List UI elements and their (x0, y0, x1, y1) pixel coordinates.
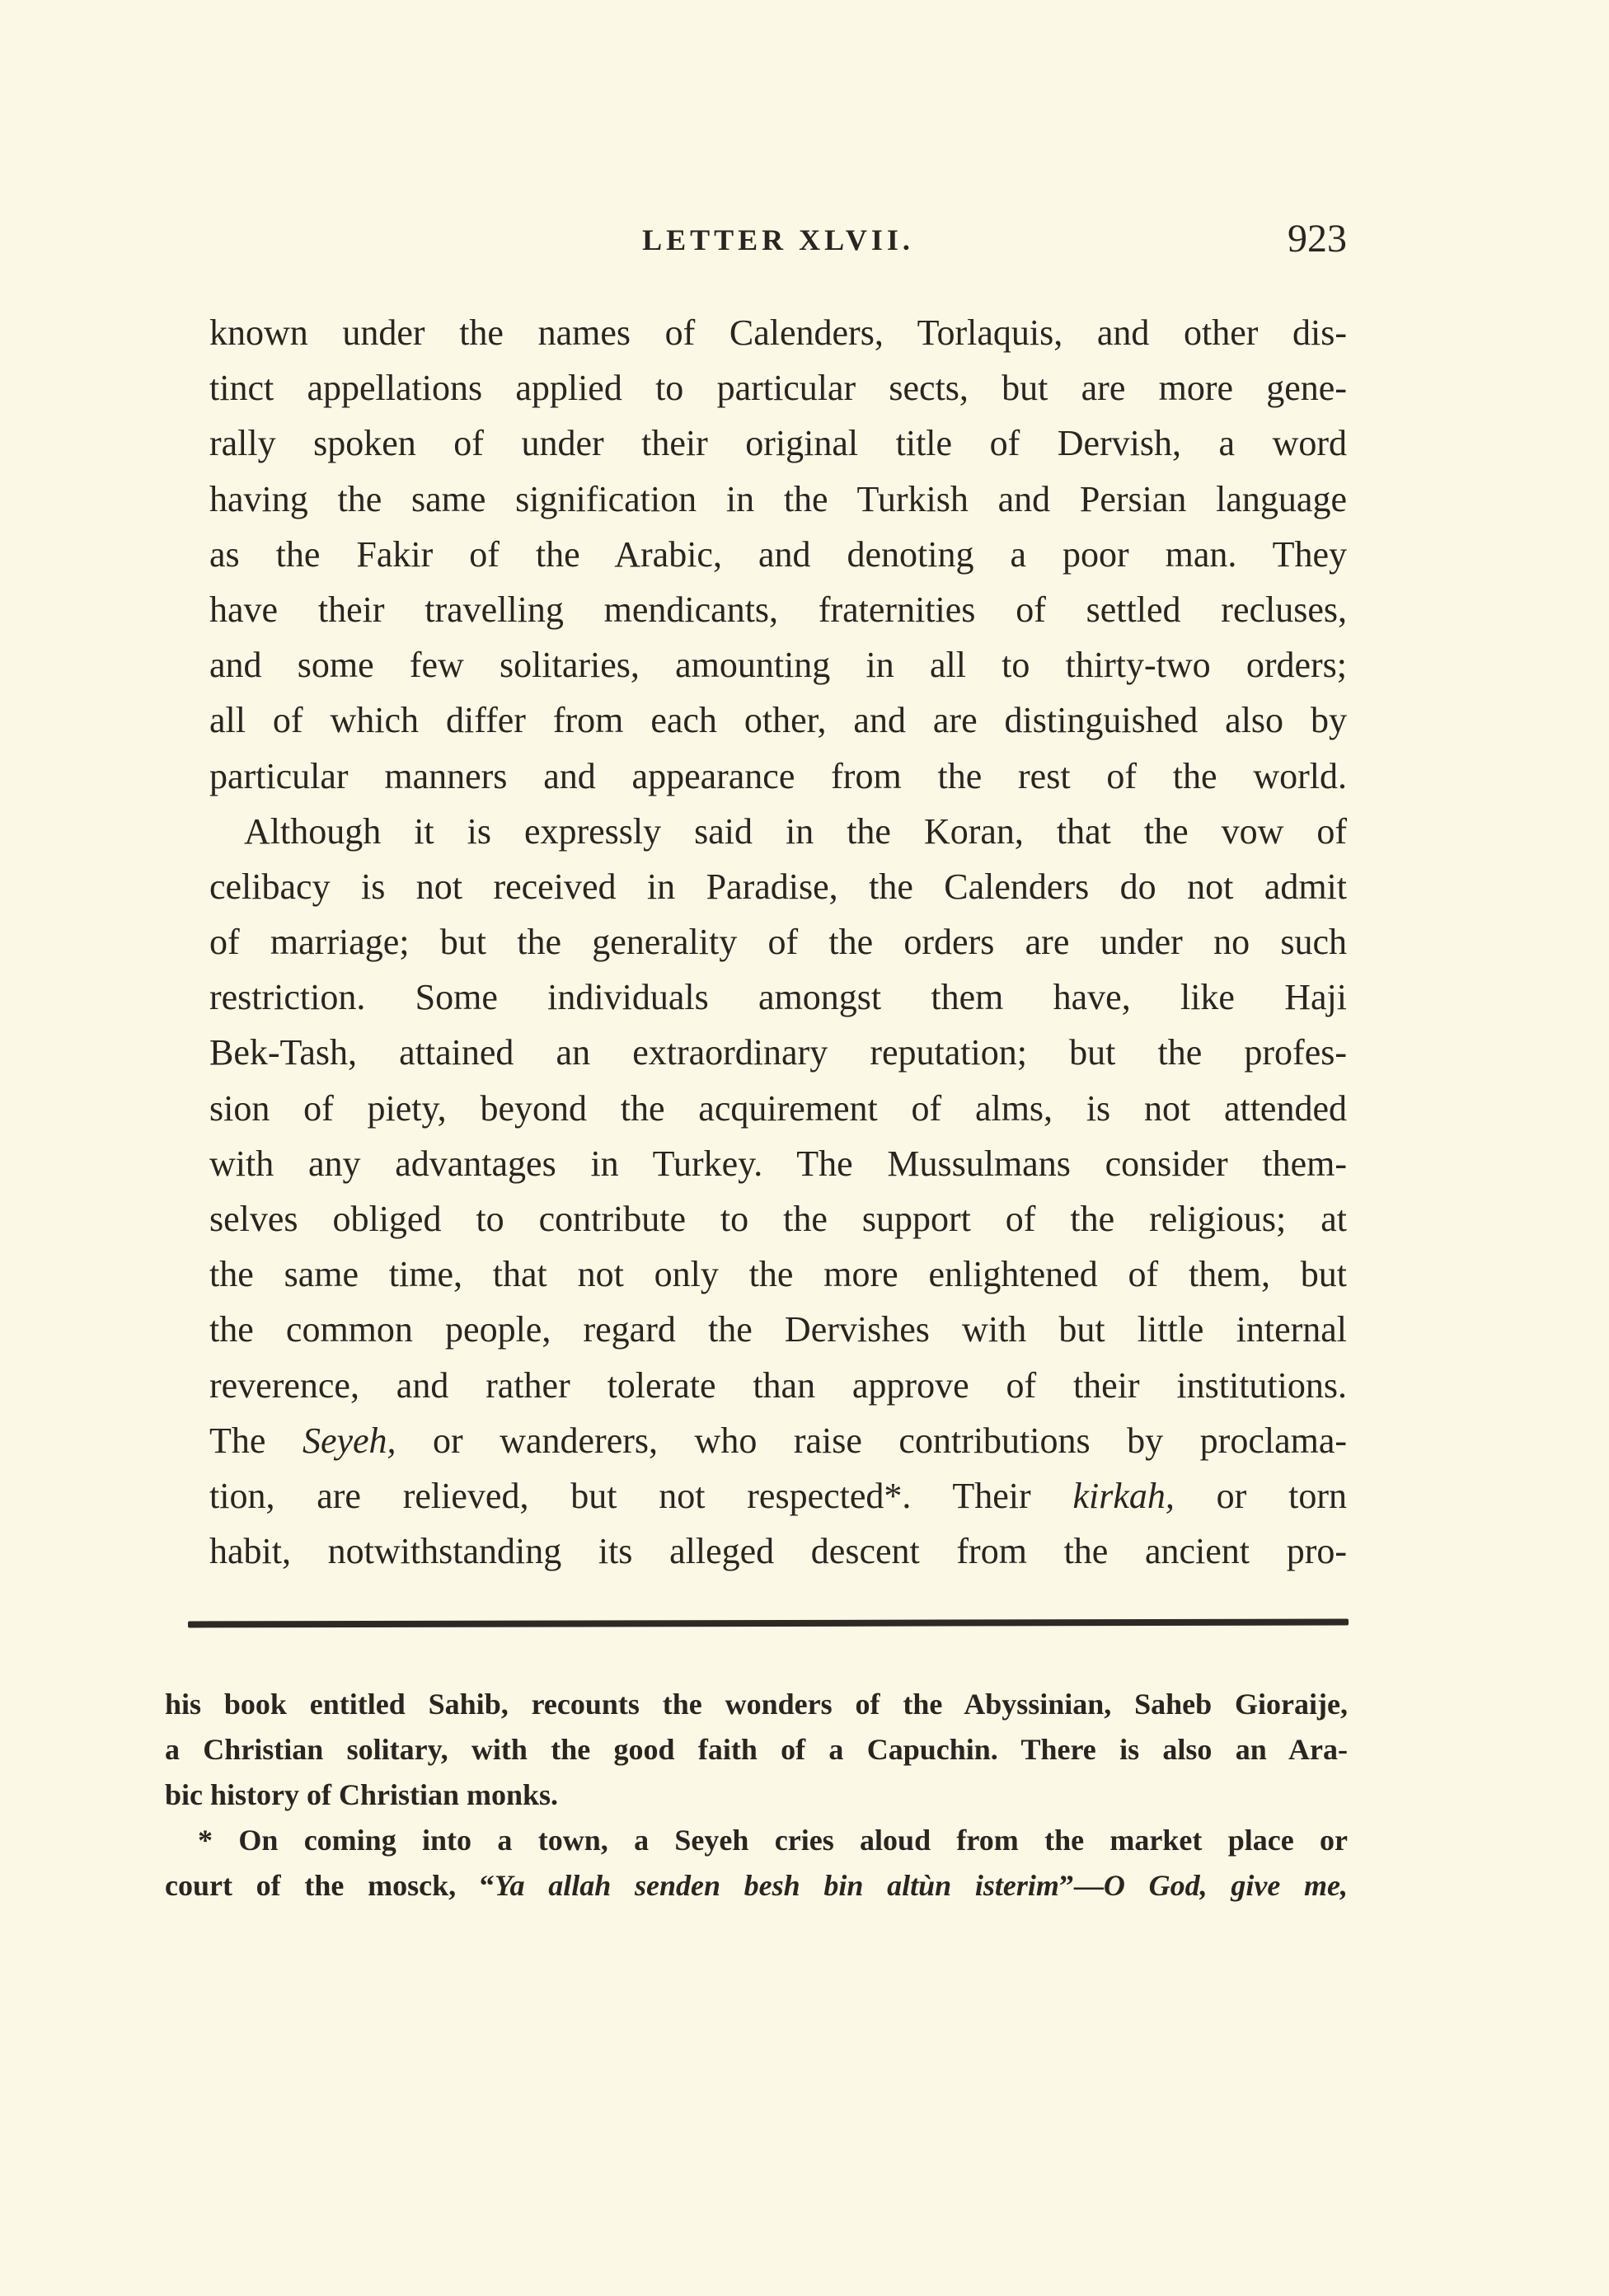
text-line (209, 1468, 1347, 1524)
text-line (209, 472, 1347, 527)
italic-text: kirkah, (1072, 1475, 1175, 1516)
footnote-line (165, 1863, 1348, 1909)
text-line (209, 1524, 1347, 1579)
text-segment: or wanderers, who raise contributions by proclama- (396, 1420, 1348, 1461)
text-segment: celibacy is not received in Paradise, the Calenders do not admit (209, 866, 1347, 907)
text-segment: the same time, that not only the more enlightened of them, but (209, 1254, 1347, 1295)
text-segment: or torn (1174, 1475, 1348, 1516)
text-segment: have their travelling mendicants, fraternities of settled recluses, (209, 589, 1347, 630)
footnote-line (165, 1818, 1348, 1863)
text-line (209, 693, 1347, 748)
text-segment: restriction. Some individuals amongst them have, like Haji (209, 977, 1347, 1018)
text-segment: The (209, 1420, 303, 1461)
text-segment: and some few solitaries, amounting in all to thirty-two orders; (209, 645, 1347, 686)
text-line (209, 527, 1347, 582)
text-segment: having the same signification in the Turkish and Persian language (209, 478, 1347, 519)
text-line (209, 1136, 1347, 1191)
text-segment: selves obliged to contribute to the support of the religious; at (209, 1199, 1347, 1239)
text-segment: as the Fakir of the Arabic, and denoting a poor man. They (209, 533, 1347, 575)
footnote-line (165, 1772, 1348, 1818)
text-line (209, 859, 1347, 914)
text-line (209, 1302, 1347, 1357)
footnote-line (165, 1682, 1348, 1727)
text-segment: particular manners and appearance from the rest of the world. (209, 755, 1347, 796)
text-segment: tinct appellations applied to particular sects, but are more gene- (209, 368, 1347, 409)
text-segment: reverence, and rather tolerate than approve of their institutions. (209, 1364, 1347, 1406)
text-segment: bic history of Christian monks. (165, 1778, 559, 1811)
text-line (209, 416, 1347, 471)
text-segment: court of the mosck, “ (165, 1869, 495, 1902)
page-number: 923 (1288, 217, 1347, 261)
text-line (209, 1413, 1347, 1468)
text-line (209, 804, 1347, 859)
text-line (209, 970, 1347, 1025)
italic-text: Seyeh, (302, 1420, 396, 1461)
text-segment: ”— (1058, 1869, 1104, 1902)
text-line (209, 1247, 1347, 1302)
text-segment: Although it is expressly said in the Koran, that the vow of (244, 810, 1347, 852)
page-header (209, 216, 1347, 265)
text-segment: tion, are relieved, but not respected*. Their (209, 1475, 1073, 1516)
text-segment: all of which differ from each other, and are distinguished also by (209, 700, 1347, 741)
running-title: LETTER XLVII. (642, 223, 914, 256)
text-segment: habit, notwithstanding its alleged descent from the ancient pro- (209, 1531, 1347, 1572)
text-line (209, 582, 1347, 637)
text-line (209, 914, 1347, 970)
text-segment: the common people, regard the Dervishes with but little internal (209, 1309, 1347, 1350)
text-line (209, 1191, 1347, 1247)
text-segment: rally spoken of under their original title of Dervish, a word (209, 423, 1347, 464)
text-line (209, 1081, 1347, 1136)
text-segment: sion of piety, beyond the acquirement of alms, is not attended (209, 1087, 1347, 1129)
text-segment: his book entitled Sahib, recounts the wonders of the Abyssinian, Saheb Gioraije, (165, 1688, 1348, 1721)
text-line (209, 360, 1347, 416)
footnotes (165, 1682, 1348, 1909)
text-line (209, 305, 1347, 360)
text-segment: of marriage; but the generality of the orders are under no such (209, 922, 1347, 963)
text-line (209, 1025, 1347, 1080)
text-line (209, 749, 1347, 804)
italic-text: O God, give me, (1103, 1869, 1349, 1902)
text-segment: Bek-Tash, attained an extraordinary reputation; but the profes- (209, 1032, 1347, 1073)
text-line (209, 1358, 1347, 1413)
text-segment: known under the names of Calenders, Torlaquis, and other dis- (209, 312, 1347, 353)
text-segment: a Christian solitary, with the good faith of a Capuchin. There is also an Ara- (165, 1733, 1348, 1766)
body-text (209, 305, 1347, 1579)
italic-text: Ya allah senden besh bin altùn isterim (494, 1869, 1059, 1902)
footnote-rule (188, 1619, 1349, 1628)
text-line (209, 637, 1347, 693)
footnote-line (165, 1727, 1348, 1772)
text-segment: * On coming into a town, a Seyeh cries aloud from the market place or (198, 1824, 1348, 1857)
text-segment: with any advantages in Turkey. The Mussulmans consider them- (209, 1143, 1347, 1184)
